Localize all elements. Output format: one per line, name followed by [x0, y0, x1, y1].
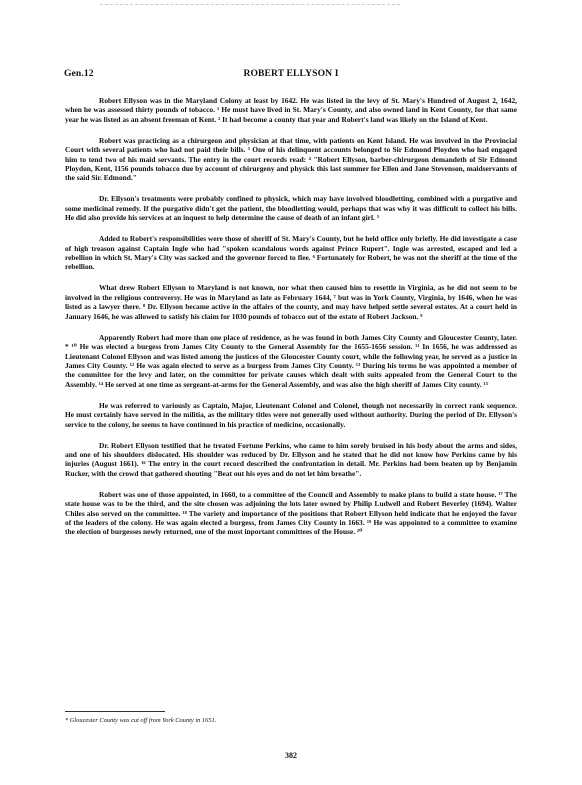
- body-text: [65, 96, 517, 548]
- paragraph: Added to Robert's responsibilities were those of sheriff of St. Mary's County, but he held office only briefly. He did investigate a case of high treason against Captain Ingle who had "spoken scandalous words against Prince Rupert". Ingle was arrested, escaped and led a rebellion in which St. Mary's City was sacked and the governor forced to flee. ⁶ Fortunately for Robert, he was not the sheriff at the time of the rebellion.: [65, 234, 517, 272]
- page-header: [64, 68, 518, 82]
- footnote: * Gloucester County was cut off from York County in 1651.: [65, 717, 217, 724]
- paragraph: What drew Robert Ellyson to Maryland is not known, nor what then caused him to resettle in Virginia, as he did not seem to be involved in the religious controversy. He was in Maryland as late as February 1644, ⁷ but was in York County, Virginia, by 1646, when he was listed as a lawyer there. ⁸ Dr. Ellyson became active in the affairs of the county, and may have helped settle several estates. At a court held in January 1646, he was allowed to satisfy his claim for 1030 pounds of tobacco out of the estate of Robert Jackson. ⁹: [65, 283, 517, 321]
- paragraph: Apparently Robert had more than one place of residence, as he was found in both James City County and Gloucester County, later. * ¹⁰ He was elected a burgess from James City County to the General Assembly for the 1655-1656 session. ¹¹ In 1656, he was addressed as Lieutenant Colonel Ellyson and was listed among the justices of the Gloucester County court, while the following year, he served as a justice in James City County. ¹² He was again elected to serve as a burgess from James City County. ¹³ During his terms he was appointed a member of the committee for the levy and later, on the committee for private causes which dealt with suits appealed from the General Court to the Assembly. ¹⁴ He served at one time as sergeant-at-arms for the General Assembly, and was also the high sheriff of James City county. ¹⁵: [65, 332, 517, 389]
- page-number: 382: [285, 751, 297, 760]
- paragraph: He was referred to variously as Captain, Major, Lieutenant Colonel and Colonel, though not necessarily in correct rank sequence. He must certainly have served in the militia, as the military titles were not generally used without authority. During the period of Dr. Ellyson's service to the colony, he seems to have continued in his practice of medicine, occasionally.: [65, 400, 517, 429]
- paragraph: Robert was one of those appointed, in 1660, to a committee of the Council and Assembly to make plans to build a state house. ¹⁷ The state house was to be the third, and the site chosen was adjoining the lots later owned by Philip Ludwell and Robert Beverley (1694). Walter Chiles also served on the committee. ¹⁸ The variety and importance of the positions that Robert Ellyson held indicate that he enjoyed the favor of the leaders of the colony. He was again elected a burgess, from James City County in 1663. ¹⁹ He was appointed to a committee to examine the election of burgesses newly returned, one of the most inportant committees of the House. ²⁰: [65, 489, 517, 537]
- paragraph: Dr. Ellyson's treatments were probably confined to physick, which may have involved bloodletting, combined with a purgative and some medicinal remedy. If the purgative didn't get the patient, the bloodletting would, perhaps that was why it was difficult to collect his bills. He did also provide his services at an inquest to help determine the cause of death of an infant girl. ⁵: [65, 194, 517, 223]
- footnote-divider: [65, 711, 165, 712]
- paragraph: Dr. Robert Ellyson testified that he treated Fortune Perkins, who came to him sorely bruised in his body about the arms and sides, and one of his shoulders dislocated. His shoulder was reduced by Dr. Ellyson and he stated that he did not know how Perkins came by his injuries (August 1661). ¹⁶ The entry in the court record described the confrontation in detail. Mr. Perkins had been beaten up by Benjamin Rucker, with the crowd that gathered shouting "Beat out his eyes and do not let him breathe".: [65, 440, 517, 478]
- generation-label: Gen.12: [64, 68, 94, 79]
- paragraph: Robert was practicing as a chirurgeon and physician at that time, with patients on Kent Island. He was involved in the Provincial Court with several patients who had not paid their bills. ³ One of his delinquent accounts belonged to Sir Edmond Ployden who had engaged him to tend two of his maid servants. The entry in the court records read: ⁴ "Robert Ellyson, barber-chirurgeon demandeth of Sir Edmond Ploydon, Kent, 1156 pounds tobacco due by account of chirurgeny and physick this last summer for Ellen and Jane Stevenson, maidservants of the said Sir. Edmond.": [65, 135, 517, 183]
- paragraph: Robert Ellyson was in the Maryland Colony at least by 1642. He was listed in the levy of St. Mary's Hundred of August 2, 1642, when he was assessed thirty pounds of tobacco. ¹ He must have lived in St. Mary's County, and also owned land in Kent County, for that same year he was listed as an absent freeman of Kent. ² It had become a county that year and Robert's land was likely on the Island of Kent.: [65, 96, 517, 124]
- scan-edge-line: [100, 4, 400, 5]
- page-title: ROBERT ELLYSON I: [243, 68, 339, 79]
